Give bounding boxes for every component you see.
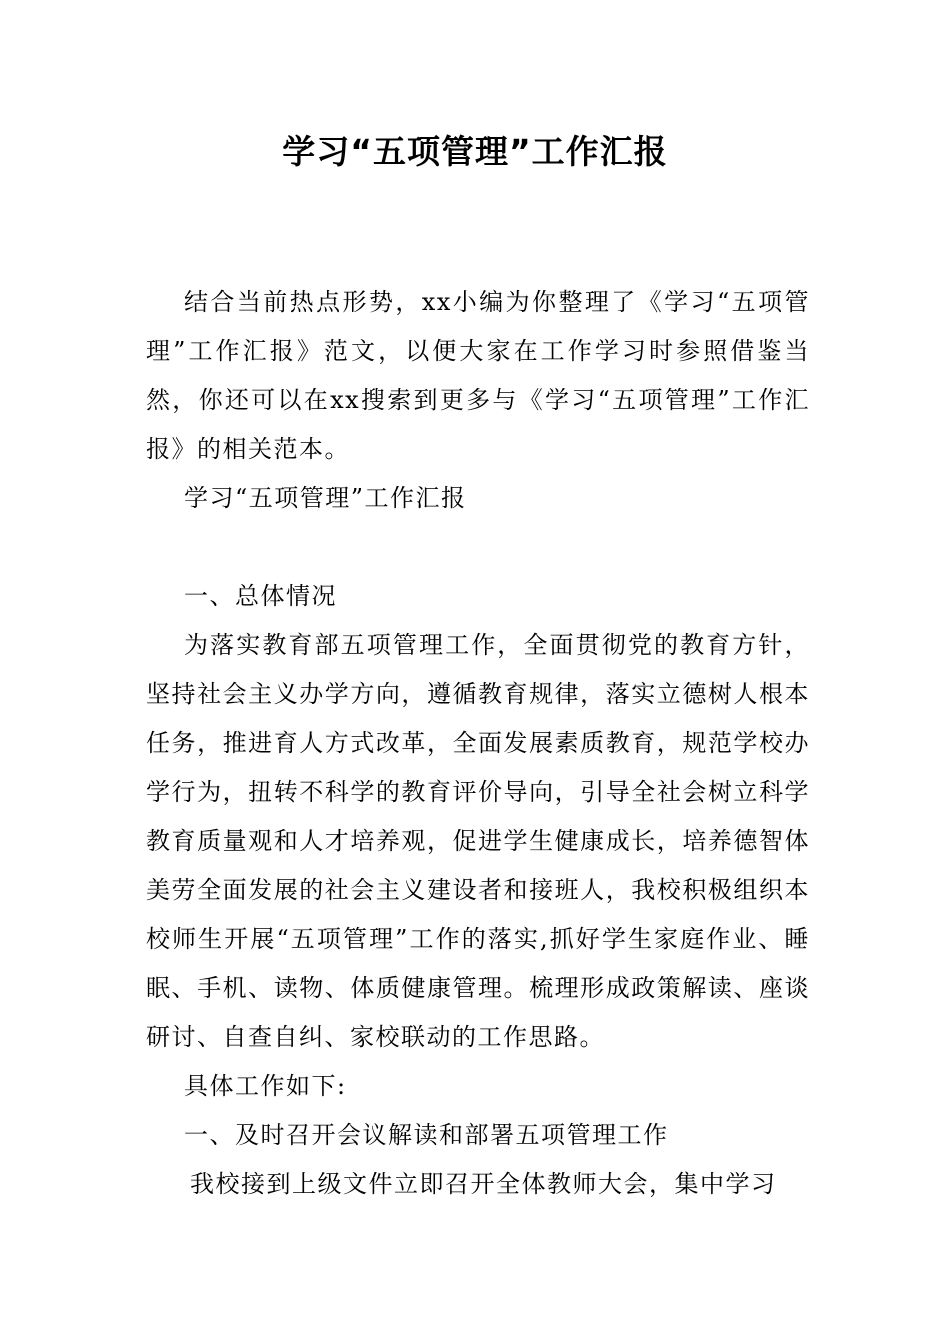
document-body [146,278,810,1209]
document-title: 学习“五项管理”工作汇报 [282,132,668,171]
work-intro-paragraph: 具体工作如下: [184,1072,347,1100]
blank-line [146,523,810,572]
overview-paragraph: 为落实教育部五项管理工作，全面贯彻党的教育方针，坚持社会主义办学方向，遵循教育规律，落实立德树人根本任务，推进育人方式改革，全面发展素质教育，规范学校办学行为，扭转不科学的教育评价导向，引导全社会树立科学教育质量观和人才培养观，促进学生健康成长，培养德智体美劳全面发展的社会主义建设者和接班人，我校积极组织本校师生开展“五项管理”工作的落实,抓好学生家庭作业、睡眠、手机、读物、体质健康管理。梳理形成政策解读、座谈研讨、自查自纠、家校联动的工作思路。 [146,631,810,1051]
intro-paragraph: 结合当前热点形势，xx小编为你整理了《学习“五项管理”工作汇报》范文，以便大家在工作学习时参照借鉴当然，你还可以在xx搜索到更多与《学习“五项管理”工作汇报》的相关范本。 [146,288,810,463]
meeting-paragraph: 我校接到上级文件立即召开全体教师大会，集中学习 [190,1170,777,1198]
subtitle-paragraph: 学习“五项管理”工作汇报 [184,484,467,512]
heading-meeting: 一、及时召开会议解读和部署五项管理工作 [184,1121,669,1149]
heading-overview: 一、总体情况 [184,582,337,610]
